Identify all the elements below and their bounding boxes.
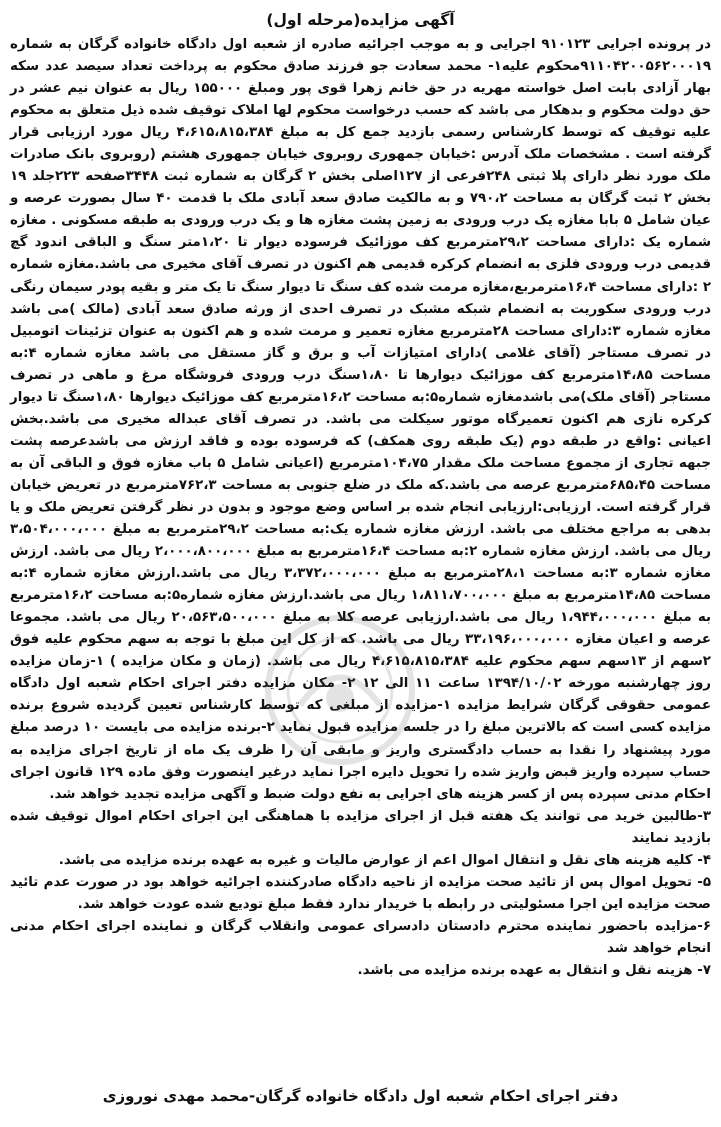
condition-item: ۷- هزینه نقل و انتقال به عهده برنده مزایده می باشد.	[357, 962, 711, 978]
notice-main-paragraph: در پرونده اجرایی ۹۱۰۱۲۳ اجرایی و به موجب اجرائیه صادره از شعبه اول دادگاه خانواده گرگان به شماره ۹۱۱۰۴۲۰۰۵۶۲۰۰۰۱۹محکوم علیه۱- محمد سعادت جو فرزند صادق محکوم به پرداخت تعداد سیصد عدد سکه بهار آزادی بابت اصل خواسته مهریه در حق خانم زهرا قوی پور ومبلغ ۱۵۵۰۰۰ ریال به عنوان نیم عشر در حق دولت محکوم و بدهکار می باشد که حسب درخواست محکوم لها املاک توقیف شده ذیل متعلق به محکوم علیه توقیف که توسط کارشناس رسمی بازدید جمع کل به مبلغ ۴،۶۱۵،۸۱۵،۳۸۴ ریال مورد ارزیابی قرار گرفته است . مشخصات ملک آدرس :خیابان جمهوری روبروی خیابان جمهوری هشتم (روبروی بانک صادرات ملک مورد نظر دارای پلا ثبتی ۲۴۸فرعی از ۱۲۷اصلی بخش ۲ گرگان به شماره ثبت ۳۴۴۸صفحه ۲۲۳جلد ۱۹ بخش ۲ ثبت گرگان به مساحت ۷۹۰،۲ و به مالکیت صادق سعد آبادی ملک با قدمت ۴۰ سال بصورت عرصه و عیان شامل ۵ بابا مغازه یک درب ورودی به زمین پشت مغازه ها و یک درب ورودی به طبقه مسکونی . مغازه شماره یک :دارای مساحت ۲۹،۲مترمربع کف موزائیک فرسوده دیوار تا ۱،۲۰متر سنگ و الباقی اندود گچ قدیمی درب ورودی فلزی به انضمام کرکره قدیمی هم اکنون در تصرف آقای مخیری می باشد.مغازه شماره ۲ :دارای مساحت ۱۶،۴مترمربع،مغازه مرمت شده کف سنگ تا دیوار سنگ تا یک متر و بقیه پودر سیمان رنگی درب ورودی سکوریت به انضمام شبکه مشبک در تصرف احدی از ورثه صادق سعد آبادی (مالک )می باشد مغازه شماره ۳:دارای مساحت ۲۸مترمربع مغازه تعمیر و مرمت شده و هم اکنون به عنوان تزئینات اتومبیل در تصرف مستاجر (آقای غلامی )دارای امتیازات آب و برق و گاز مستقل می باشد مغازه شماره ۴:به مساحت ۱۴،۸۵مترمربع کف موزائیک دیوارها تا ۱،۸۰سنگ درب ورودی فروشگاه مرغ و ماهی در تصرف مستاجر (آقای ملک)می باشدمغازه شماره۵:به مساحت ۱۶،۲مترمربع کف موزائیک دیوارها ۱،۸۰سنگ تا دیوار کرکره نازی هم اکنون تعمیرگاه موتور سیکلت می باشد. در تصرف آقای عبداله مخیری می باشد.بخش اعیانی :واقع در طبقه دوم (یک طبقه روی همکف) که فرسوده بوده و فاقد ارزش می باشدعرصه پشت جبهه تجاری از مجموع مساحت ملک مقدار ۱۰۴،۷۵مترمربع (اعیانی شامل ۵ باب مغازه فوق و الباقی آن به مساحت ۶۸۵،۴۵مترمربع عرصه می باشد.که ملک در ضلع جنوبی به مساحت ۷۶۲،۳مترمربع در تعریض خیابان قرار گرفته است. ارزیابی:ارزیابی انجام شده بر اساس وضع موجود و بدون در نظر گرفتن تعریض ملک و یا بدهی به مراجع مختلف می باشد. ارزش مغازه شماره یک:به مساحت ۲۹،۲مترمربع به مبلغ ۳،۵۰۴،۰۰۰،۰۰۰ ریال می باشد. ارزش مغازه شماره ۲:به مساحت ۱۶،۴مترمربع به مبلغ ۲،۰۰۰،۸۰۰،۰۰۰ ریال می باشد. ارزش مغازه شماره ۳:به مساحت ۲۸،۱مترمربع به مبلغ ۳،۳۷۲،۰۰۰،۰۰۰ ریال می باشد.ارزش مغازه شماره ۴:به مساحت ۱۴،۸۵مترمربع به مبلغ ۱،۸۱۱،۷۰۰،۰۰۰ ریال می باشد.ارزش مغازه شماره۵:به مساحت ۱۶،۲مترمربع به مبلغ ۱،۹۴۴،۰۰۰،۰۰۰ ریال می باشد.ارزیابی عرصه کلا به مبلغ ۲۰،۵۶۳،۵۰۰،۰۰۰ ریال می باشد. مجموعا عرصه و اعیان مغازه ۳۳،۱۹۶،۰۰۰،۰۰۰ ریال می باشد. که از کل این مبلغ با توجه به سهم محکوم علیه فوق ۲سهم از ۱۳سهم سهم محکوم علیه ۴،۶۱۵،۸۱۵،۳۸۴ ریال می باشد. (زمان و مکان مزایده ) ۱-زمان مزایده روز چهارشنبه مورخه ۱۳۹۴/۱۰/۰۲ ساعت ۱۱ الی ۱۲ ۲- مکان مزایده دفتر اجرای احکام شعبه اول دادگاه عمومی حقوقی گرگان شرایط مزایده ۱-مزایده از مبلغی که توسط کارشناس تعیین گردیده شروع برنده مزایده کسی است که بالاترین مبلغ را در جلسه مزایده قبول نماید ۲-برنده مزایده می بایست ۱۰ درصد مبلغ مورد پیشنهاد را نقدا به حساب دادگستری واریز و مابقی آن را ظرف یک ماه از تاریخ اجرای مزایده به حساب سپرده واریز قبض واریز شده را تحویل دایره اجرا نماید درغیر اینصورت وفق ماده ۱۲۹ قانون اجرای احکام مدنی سپرده پس از کسر هزینه های اجرایی به نفع دولت ضبط و آگهی مزایده تجدید خواهد شد.	[10, 37, 712, 802]
notice-body	[10, 34, 711, 982]
condition-item: ۳-طالبین خرید می توانند یک هفته قبل از اجرای مزایده با هماهنگی این اجرای احکام اموال توقیف شده بازدید نمایند	[10, 808, 711, 846]
condition-item: ۴- کلیه هزینه های نقل و انتقال اموال اعم از عوارض مالیات و غیره به عهده برنده مزایده می باشد.	[58, 852, 711, 868]
condition-item: ۶-مزایده باحضور نماینده محترم دادستان دادسرای عمومی وانقلاب گرگان و نماینده اجرای احکام مدنی انجام خواهد شد	[10, 918, 711, 956]
notice-footer-signature: دفتر اجرای احکام شعبه اول دادگاه خانواده گرگان-محمد مهدی نوروزی	[102, 1087, 619, 1105]
condition-item: ۵- تحویل اموال پس از تائید صحت مزایده از ناحیه دادگاه صادرکننده اجرائیه خواهد بود در صورت عدم تائید صحت مزایده این اجرا مسئولیتی در رابطه با خریدار ندارد فقط مبلغ تودیع شده عودت خواهد شد.	[10, 874, 711, 912]
notice-title: آگهی مزایده(مرحله اول)	[266, 11, 455, 29]
notice-conditions	[10, 806, 711, 982]
auction-notice	[10, 10, 711, 1107]
